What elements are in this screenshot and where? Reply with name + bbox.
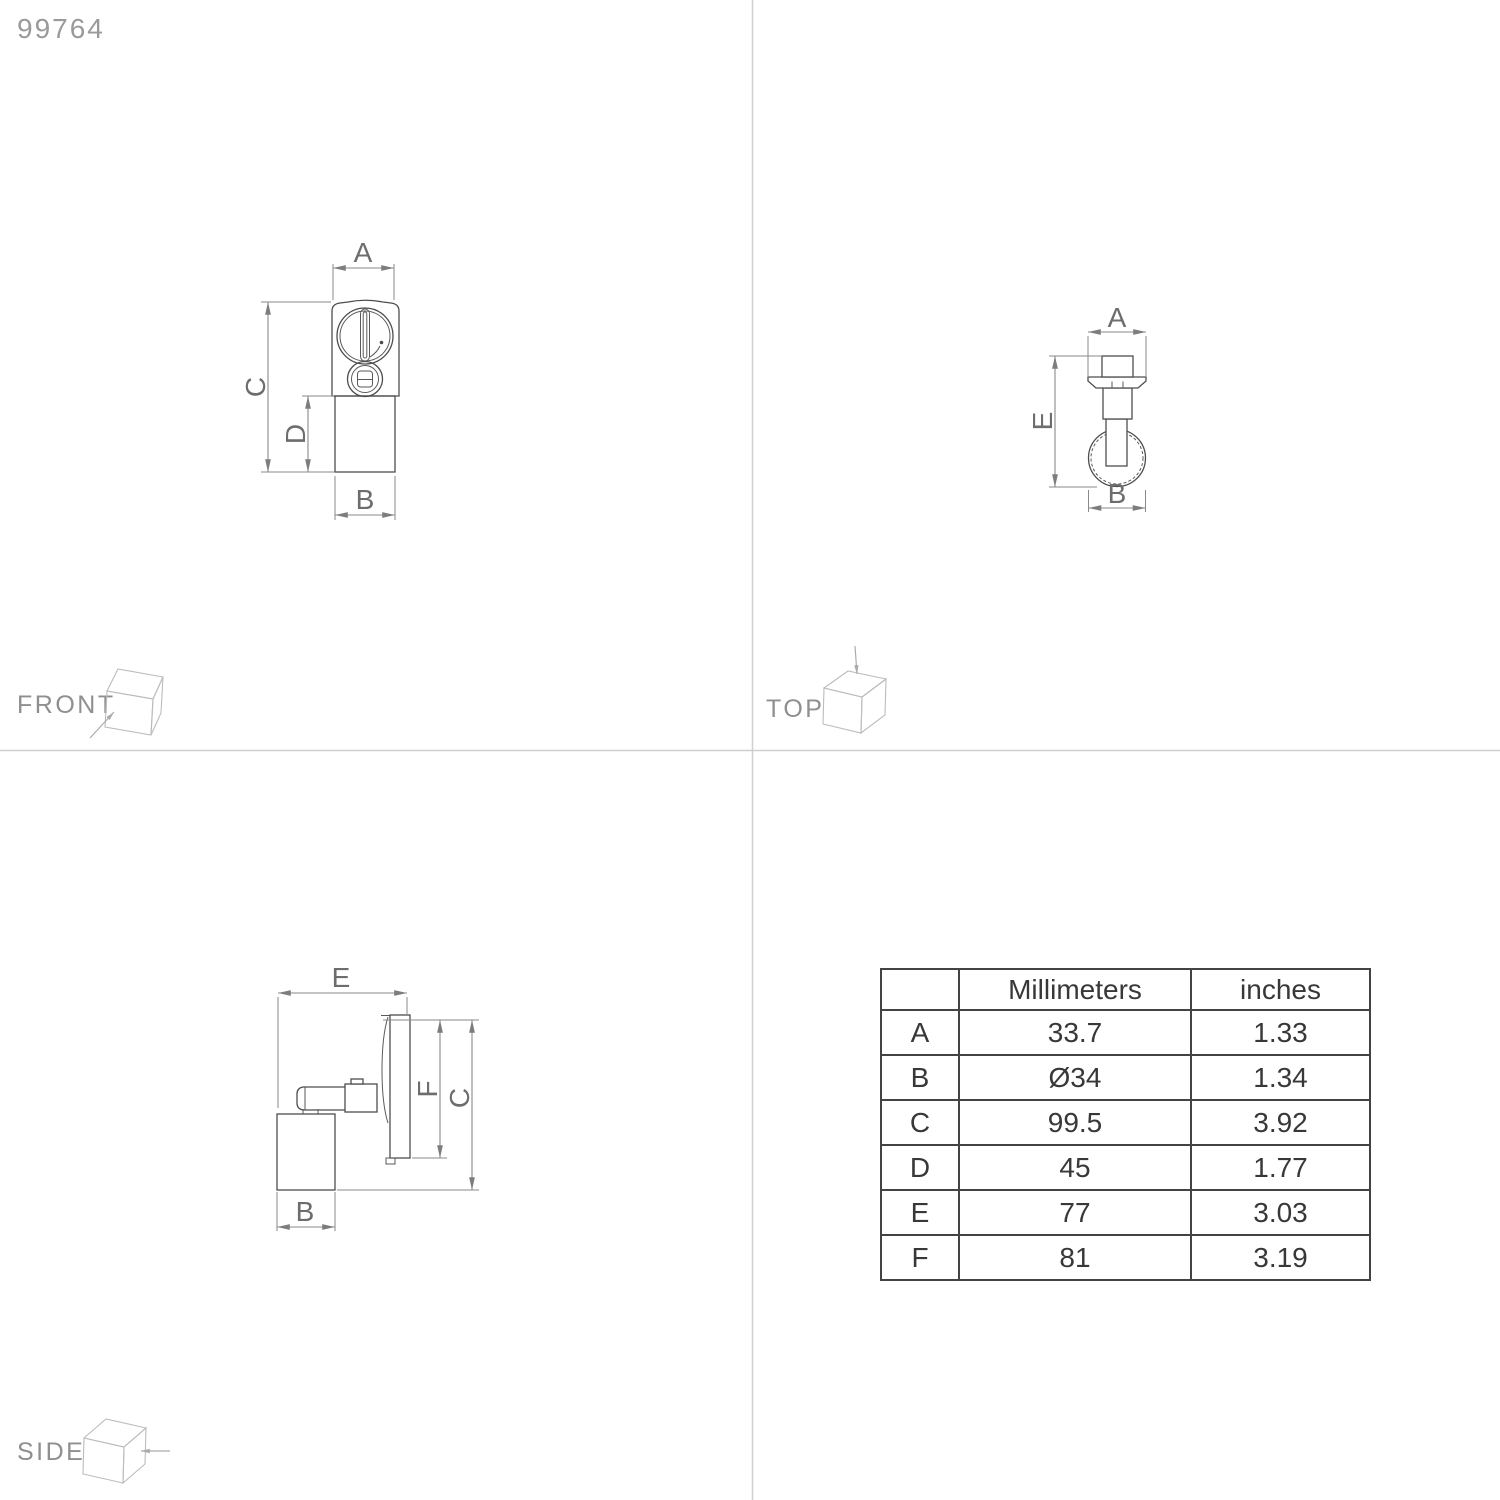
dimension-table [880, 968, 1371, 1281]
front-lens-slot-inner [363, 312, 367, 358]
side-arm [297, 1087, 345, 1110]
top-view [766, 302, 1146, 733]
row-inches: 3.03 [1191, 1190, 1370, 1235]
front-lens-dot [380, 341, 384, 345]
side-view-part [277, 1015, 410, 1190]
front-head-outline [332, 300, 399, 396]
front-dim-D-label: D [280, 423, 311, 445]
side-dim-E-label: E [331, 962, 351, 993]
table-row [881, 1055, 1370, 1100]
front-body-outline [335, 396, 395, 472]
top-dim-A-label: A [1107, 302, 1127, 333]
side-knuckle-nub [351, 1079, 363, 1084]
side-base-block [277, 1114, 335, 1190]
row-mm: 45 [959, 1145, 1191, 1190]
side-head-bottom-detail [386, 1158, 395, 1164]
front-view [17, 237, 399, 738]
dimension-table-grid [880, 968, 1371, 1281]
front-dim-A [333, 237, 394, 300]
front-view-indicator [17, 669, 163, 738]
side-view-label: SIDE [17, 1438, 86, 1466]
top-arm [1106, 419, 1127, 466]
top-view-part [1088, 356, 1146, 487]
front-dim-B-label: B [355, 484, 375, 515]
table-header-row [881, 969, 1370, 1010]
front-dim-D [280, 396, 334, 472]
table-row [881, 1100, 1370, 1145]
row-letter: D [881, 1145, 959, 1190]
row-letter: E [881, 1190, 959, 1235]
top-flange [1088, 377, 1146, 388]
side-dim-B [277, 1192, 335, 1231]
side-head-slab [390, 1015, 410, 1158]
top-view-indicator [766, 646, 886, 733]
top-view-label: TOP [766, 695, 825, 723]
row-mm: 33.7 [959, 1010, 1191, 1055]
product-code: 99764 [17, 13, 105, 44]
top-cube-arrow [855, 646, 857, 674]
table-row [881, 1190, 1370, 1235]
row-inches: 3.92 [1191, 1100, 1370, 1145]
table-row [881, 1010, 1370, 1055]
row-inches: 1.34 [1191, 1055, 1370, 1100]
row-letter: A [881, 1010, 959, 1055]
top-stem [1103, 388, 1132, 419]
side-view-indicator [17, 1419, 170, 1483]
side-dim-C-label: C [444, 1087, 475, 1109]
front-lens-inner-circle [340, 311, 390, 361]
table-header-inches: inches [1191, 969, 1370, 1010]
row-mm: Ø34 [959, 1055, 1191, 1100]
table-row [881, 1145, 1370, 1190]
front-dim-C [240, 302, 334, 472]
side-cube-icon [83, 1419, 146, 1483]
top-dim-E-label: E [1027, 411, 1058, 431]
table-header-millimeters: Millimeters [959, 969, 1191, 1010]
front-view-part [332, 300, 399, 472]
top-cube-icon [823, 671, 886, 733]
front-view-label: FRONT [17, 691, 116, 719]
row-inches: 3.19 [1191, 1235, 1370, 1280]
top-mount-block [1102, 356, 1133, 377]
side-dim-B-label: B [295, 1196, 315, 1227]
row-inches: 1.77 [1191, 1145, 1370, 1190]
front-lens-circle [337, 308, 393, 364]
front-lens-slot [361, 309, 370, 361]
front-dim-A-label: A [353, 237, 373, 268]
row-inches: 1.33 [1191, 1010, 1370, 1055]
side-view [17, 962, 479, 1483]
row-letter: B [881, 1055, 959, 1100]
row-letter: F [881, 1235, 959, 1280]
row-mm: 77 [959, 1190, 1191, 1235]
top-dim-B [1089, 478, 1146, 512]
side-knuckle [345, 1084, 377, 1112]
side-head-bezel [382, 1017, 388, 1123]
table-row [881, 1235, 1370, 1280]
front-lens-pointer-arc [370, 346, 380, 357]
row-letter: C [881, 1100, 959, 1145]
row-mm: 81 [959, 1235, 1191, 1280]
front-dim-B [335, 476, 395, 520]
table-corner-cell [881, 969, 959, 1010]
row-mm: 99.5 [959, 1100, 1191, 1145]
side-dim-F-label: F [412, 1080, 443, 1098]
side-dim-E [278, 962, 407, 1108]
top-dim-B-label: B [1107, 478, 1127, 509]
front-dim-C-label: C [240, 376, 271, 398]
